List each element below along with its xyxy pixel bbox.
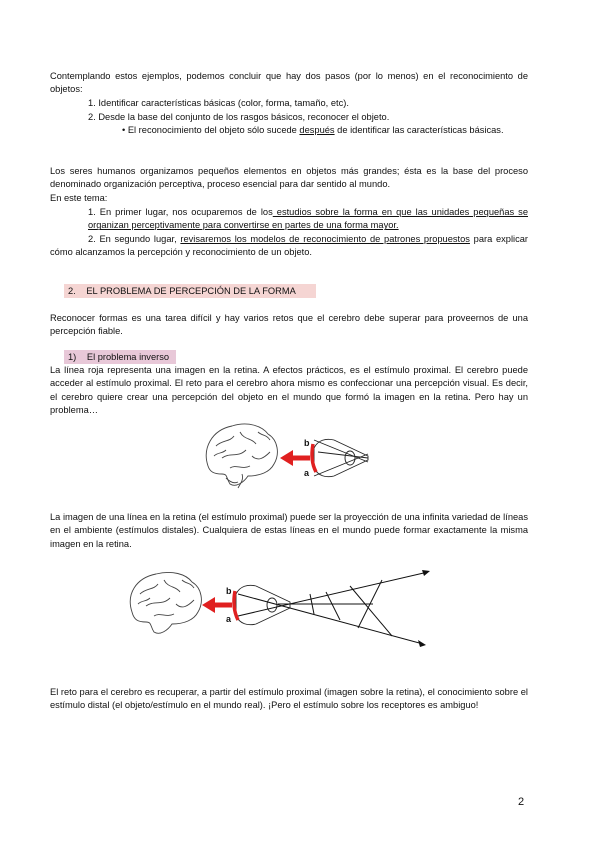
arrowhead-upper (422, 570, 430, 576)
red-arrow-2 (202, 597, 232, 613)
section-heading (68, 285, 296, 298)
brain-illustration-2 (130, 572, 201, 633)
topic-1 (50, 206, 528, 233)
topic-1-emphasis: estudios sobre la forma en que las unidades pequeñas se organizan perceptivamente para convertirse en partes de una forma mayor. (88, 207, 528, 231)
projection-lines (238, 572, 428, 644)
final-paragraph: El reto para el cerebro es recuperar, a partir del estímulo proximal (imagen sobre la retina), el conocimiento sobre el estímulo distal (el objeto/estímulo en el mundo real). ¡Pero el estímulo sobre los receptores es ambiguo! (50, 687, 528, 711)
brain-illustration-1 (206, 424, 277, 488)
label-b-1: b (304, 438, 310, 448)
figure-brain-eye-2 (128, 564, 438, 646)
red-arrow-1 (280, 450, 310, 466)
topic-2-emphasis: revisaremos los modelos de reconocimiento de patrones propuestos (180, 234, 470, 244)
bullet-emphasis: después (299, 125, 335, 135)
subsection-heading (68, 351, 169, 364)
retina-red-line-1 (312, 444, 316, 472)
bullet-pre: • El reconocimiento del objeto sólo sucede (122, 125, 300, 135)
step-2: 2. Desde la base del conjunto de los rasgos básicos, reconocer el objeto. (88, 112, 390, 122)
topic-2-post: para explicar cómo alcanzamos la percepción y reconocimiento de un objeto. (50, 234, 529, 258)
topic-2 (50, 233, 528, 260)
line-paragraph: La imagen de una línea en la retina (el estímulo proximal) puede ser la proyección de una infinita variedad de líneas en el ambiente (estímulos distales). Cualquiera de estas líneas en el mundo puede formar exactamente la misma imagen en la retina. (50, 512, 528, 549)
intro-paragraph (50, 70, 528, 97)
section-number: 2. (68, 286, 76, 296)
label-b-2: b (226, 586, 232, 596)
bullet-post: de identificar las características básicas. (334, 125, 504, 135)
eye-diagram-1 (314, 439, 368, 476)
inverse-paragraph: La línea roja representa una imagen en la retina. A efectos prácticos, es el estímulo proximal. El cerebro puede acceder al estímulo proximal. El reto para el cerebro ahora mismo es confeccionar una percepción visual. Es decir, el cerebro quiere crear una percepción del objeto en el mundo que formó la imagen en la retina. Pero hay un problema… (50, 365, 528, 416)
subsection-title: El problema inverso (86, 352, 170, 362)
section-intro: Reconocer formas es una tarea difícil y hay varios retos que el cerebro debe superar para proveernos de una percepción fiable. (50, 313, 528, 337)
subsection-number: 1) (68, 352, 77, 362)
page-number: 2 (518, 796, 525, 808)
label-a-2: a (226, 614, 232, 624)
label-a-1: a (304, 468, 310, 478)
organization-paragraph: Los seres humanos organizamos pequeños elementos en objetos más grandes; ésta es la base del proceso denominado organización perceptiva, proceso esencial para dar sentido al mundo. (50, 166, 528, 190)
arrowhead-lower (418, 640, 426, 647)
intro-line: Contemplando estos ejemplos, podemos concluir que hay dos pasos (por lo menos) en el reconocimiento de objetos: (50, 71, 528, 95)
topic-2-pre: 2. En segundo lugar, (88, 234, 181, 244)
topic-label: En este tema: (50, 193, 108, 203)
figure-brain-eye-1 (200, 418, 400, 498)
topic-1-pre: 1. En primer lugar, nos ocuparemos de los (88, 207, 273, 217)
section-title: EL PROBLEMA DE PERCEPCIÓN DE LA FORMA (86, 286, 296, 296)
step-1: 1. Identificar características básicas (color, forma, tamaño, etc). (88, 98, 349, 108)
step-bullet (50, 124, 528, 137)
eye-diagram-2 (236, 585, 290, 624)
